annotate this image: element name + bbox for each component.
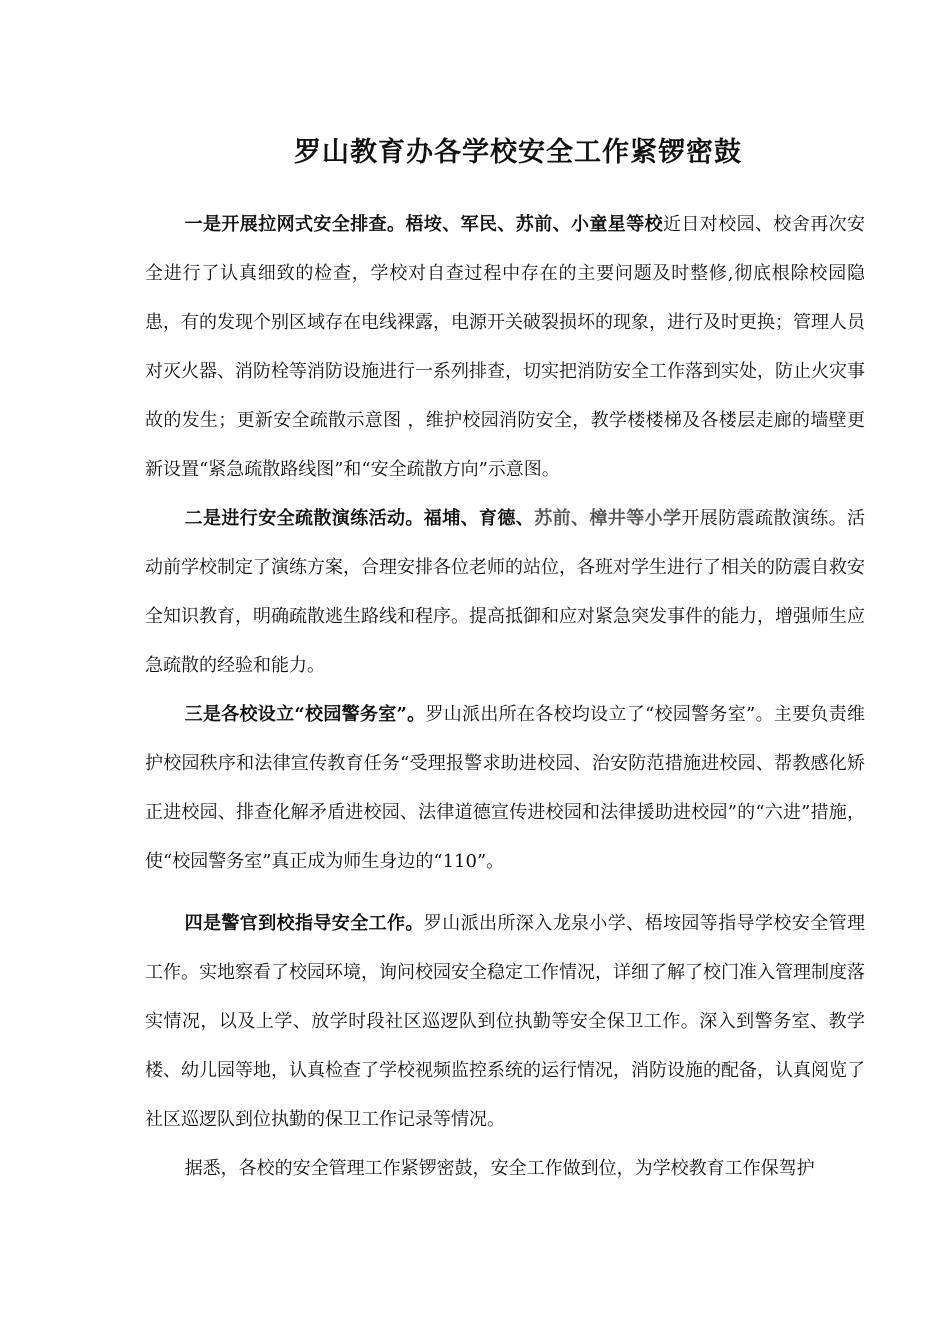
paragraph-text: 据悉，各校的安全管理工作紧锣密鼓，安全工作做到位，为学校教育工作保驾护 [184,1158,815,1179]
paragraph-lead-gray: 苏前、樟井等小学 [534,508,682,529]
paragraph-lead: 四是警官到校指导安全工作。 [184,913,424,934]
paragraph-police-office [145,690,865,886]
paragraph-lead: 二是进行安全疏散演练活动。福埔、育德、 [184,508,535,529]
paragraph-text: 近日对校园、校舍再次安全进行了认真细致的检查，学校对自查过程中存在的主要问题及时整修,彻底根除校园隐患，有的发现个别区域存在电线裸露，电源开关破裂损坏的现象，进行及时更换；管理人员对灭火器、消防栓等消防设施进行一系列排查，切实把消防安全工作落到实处，防止火灾事故的发生；更新安全疏散示意图 ，维护校园消防安全，教学楼楼梯及各楼层走廊的墙壁更新设置“紧急疏散路线图”和“安全疏散方向”示意图。 [145,214,866,480]
paragraph-text: 开展防震疏散演练。活动前学校制定了演练方案，合理安排各位老师的站位，各班对学生进行了相关的防震自救安全知识教育，明确疏散逃生路线和程序。提高抵御和应对紧急突发事件的能力，增强师生应急疏散的经验和能力。 [145,508,866,676]
paragraph-text: 罗山派出所深入龙泉小学、梧垵园等指导学校安全管理工作。实地察看了校园环境，询问校园安全稳定工作情况，详细了解了校门准入管理制度落实情况，以及上学、放学时段社区巡逻队到位执勤等安全保卫工作。深入到警务室、教学楼、幼儿园等地，认真检查了学校视频监控系统的运行情况，消防设施的配备，认真阅览了社区巡逻队到位执勤的保卫工作记录等情况。 [145,913,865,1130]
paragraph-lead: 一是开展拉网式安全排查。梧垵、军民、苏前、小童星等校 [184,214,663,235]
document-body [145,200,865,1193]
document-title: 罗山教育办各学校安全工作紧锣密鼓 [294,137,742,168]
paragraph-safety-inspection [145,200,865,494]
paragraph-lead: 三是各校设立“校园警务室”。 [184,704,426,725]
paragraph-police-guidance [145,899,865,1144]
paragraph-text: 罗山派出所在各校均设立了“校园警务室”。主要负责维护校园秩序和法律宣传教育任务“受理报警求助进校园、治安防范措施进校园、帮教感化矫正进校园、排查化解矛盾进校园、法律道德宣传进校园和法律援助进校园”的“六进”措施，使“校园警务室”真正成为师生身边的“110”。 [145,704,865,872]
paragraph-summary [145,1144,865,1193]
paragraph-evacuation-drill [145,494,865,690]
